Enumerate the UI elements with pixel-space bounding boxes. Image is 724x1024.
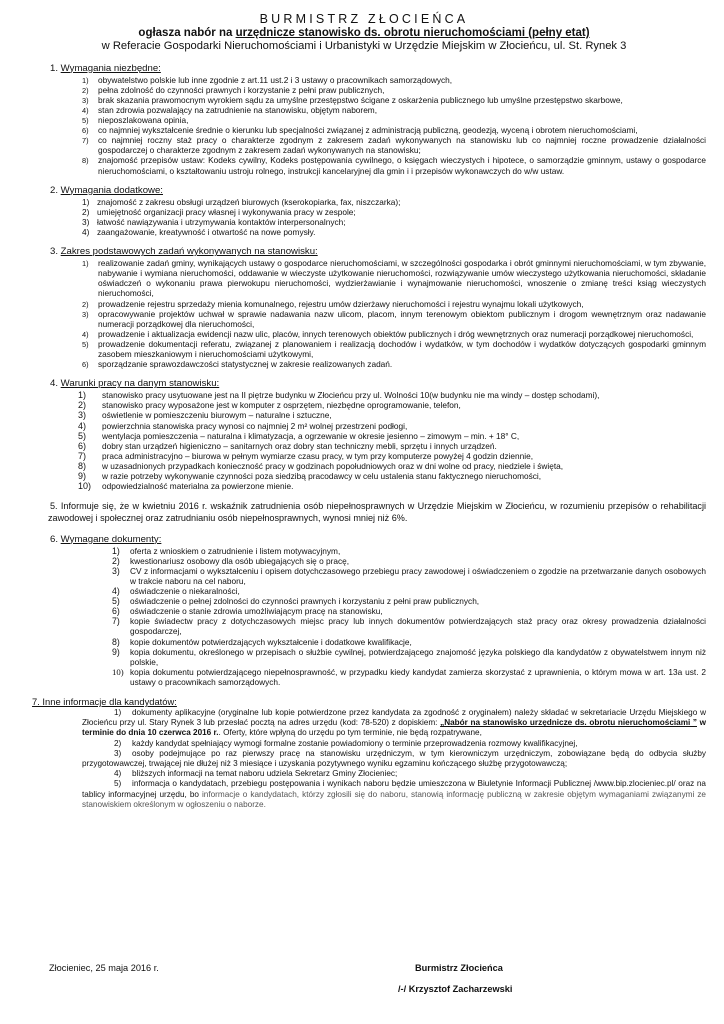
section-number: 2. (50, 184, 61, 196)
item-number: 10) (112, 666, 124, 677)
list-item (22, 471, 706, 481)
item-text: CV z informacjami o wykształceniu i opisem dotychczasowego przebiegu pracy zawodowej i oświadczeniem o zgodzie na przetwarzanie danych osobowych w trakcie naboru na cel naboru, (130, 565, 706, 586)
item-text: łatwość nawiązywania i utrzymywania kontaktów interpersonalnych; (97, 216, 346, 227)
list-item (22, 451, 706, 461)
list-item (22, 616, 706, 636)
submission-label: „Nabór na stanowisko urzędnicze ds. obrotu nieruchomościami ” (440, 718, 697, 728)
list-item (22, 596, 706, 606)
list-item (22, 125, 706, 135)
item-number: 9) (112, 646, 120, 657)
section-title: Wymagania dodatkowe: (60, 184, 163, 196)
item-text: oświetlenie w pomieszczeniu biurowym – naturalne i sztuczne, (102, 410, 332, 421)
item-text: prowadzenie i aktualizacja ewidencji nazw ulic, placów, innych terenowych obiektów publicznych i dróg wewnętrznych oraz numeracji porządkowej nieruchomości, (98, 328, 694, 339)
signature-name: /-/ Krzysztof Zacharzewski (398, 984, 513, 994)
list-item (22, 227, 706, 237)
section-number: 3. (50, 246, 61, 258)
item-text: osoby podejmujące po raz pierwszy pracę na stanowisku urzędniczym, w tym kierowniczym urzędniczym, zobowiązane będą do odbycia służby przygotowawczej, trwającej nie dłużej niż 3 miesiące i uzyskania pozytywnego wyniku egzaminu kończącego służbę przygotowawczą; (82, 748, 706, 768)
requirements-list (22, 75, 706, 176)
item-number: 2) (112, 555, 120, 566)
list-item (22, 546, 706, 556)
list-item (22, 105, 706, 115)
list-item (22, 207, 706, 217)
other-info-item (22, 708, 706, 739)
item-text: w uzasadnionych przypadkach konieczność pracy w godzinach popołudniowych oraz w dni wolne od pracy, niedziele i święta, (102, 461, 564, 472)
item-number: 3) (112, 565, 120, 576)
duties-list (22, 258, 706, 369)
item-text: bliższych informacji na temat naboru udziela Sekretarz Gminy Złocieniec; (132, 769, 398, 779)
item-text: każdy kandydat spełniający wymogi formalne zostanie powiadomiony o terminie przeprowadzenia rozmowy kwalifikacyjnej, (132, 738, 578, 748)
item-number: 1) (78, 390, 87, 401)
section-number: 6. (50, 533, 61, 545)
item-text: oferta z wnioskiem o zatrudnienie i listem motywacyjnym, (130, 545, 341, 556)
section-number: 4. (50, 378, 61, 390)
item-number: 8) (82, 156, 89, 166)
section-title: Warunki pracy na danym stanowisku: (60, 378, 220, 390)
list-item (22, 556, 706, 566)
list-item (22, 667, 706, 687)
item-number: 5) (82, 339, 89, 349)
list-item (22, 95, 706, 105)
item-number: 2) (82, 206, 90, 217)
item-text: kopie dokumentów potwierdzających wykształcenie i dodatkowe kwalifikacje, (130, 636, 412, 647)
item-text: nieposzlakowana opinia, (98, 114, 189, 125)
other-info-item (22, 769, 706, 779)
list-item (22, 586, 706, 596)
item-text: obywatelstwo polskie lub inne zgodnie z art.11 ust.2 i 3 ustawy o pracownikach samorządowych, (98, 74, 453, 85)
section-duties (22, 246, 706, 369)
announcement-intro: ogłasza nabór na (138, 26, 236, 39)
item-text: umiejętność organizacji pracy własnej i wykonywania pracy w zespole; (97, 206, 356, 217)
section-heading (22, 378, 706, 389)
issuer-title: BURMISTRZ ZŁOCIEŃCA (259, 12, 469, 26)
item-number: 4) (82, 105, 89, 115)
item-number: 7) (82, 136, 89, 146)
item-number: 8) (112, 636, 120, 647)
item-text: co najmniej roczny staż pracy o charakterze zgodnym z zakresem zadań wykonywanych na stanowisku lub co najmniej roczne prowadzenie działalności gospodarczej o charakterze zgodnym z zakresem zadań wykonywanych na stanowisku; (98, 135, 706, 156)
list-item (22, 481, 706, 491)
item-text: kopia dokumentu, określonego w przepisach o służbie cywilnej, potwierdzającego znajomość języka polskiego dla kandydatów z obywatelstwem innym niż polskie, (130, 646, 706, 667)
item-number: 6) (82, 360, 89, 370)
other-info-item (22, 779, 706, 810)
section-other-info (22, 696, 706, 810)
section-heading (22, 246, 706, 257)
item-text: oświadczenie o pełnej zdolności do czynności prawnych i korzystaniu z pełni praw publicznych, (130, 596, 480, 607)
list-item (22, 217, 706, 227)
item-number: 2) (82, 299, 89, 309)
list-item (22, 309, 706, 329)
section-title: 7. Inne informacje dla kandydatów: (32, 696, 177, 708)
item-number: 2) (78, 400, 87, 411)
item-text: oświadczenie o stanie zdrowia umożliwiającym pracę na stanowisku, (130, 606, 383, 617)
list-item (22, 637, 706, 647)
item-text: znajomość przepisów ustaw: Kodeks cywilny, Kodeks postępowania cywilnego, o księgach wieczystych i hipotece, o samorządzie gminnym, ustawy o gospodarce nieruchomościami, o kształtowaniu ustroju rolnego, instrukcji kancelaryjnej dla gmin i i przepisów wykonawczych do w/w ustaw. (98, 155, 706, 176)
item-text: co najmniej wykształcenie średnie o kierunku lub specjalności związanej z administracją publiczną, geodezją, wyceną i obrotem nieruchomościami, (98, 125, 638, 136)
employment-indicator-paragraph: 5. Informuje się, że w kwietniu 2016 r. wskaźnik zatrudnienia osób niepełnosprawnych w Urzędzie Miejskim w Złocieńcu, w rozumieniu przepisów o rehabilitacji zawodowej i społecznej oraz zatrudnianiu osób niepełnosprawnych, wynosi mniej niż 6%. (48, 501, 706, 523)
conditions-list (22, 390, 706, 491)
item-text: stanowisko pracy usytuowane jest na II piętrze budynku w Złocieńcu przy ul. Wolności 10(w budynku nie ma windy – dostęp schodami), (102, 390, 600, 401)
item-text: prowadzenie rejestru sprzedaży mienia komunalnego, rejestru umów dzierżawy nieruchomości i rejestru wynajmu lokali użytkowych, (98, 298, 584, 309)
additional-list (22, 197, 706, 237)
item-number: 3) (78, 410, 87, 421)
section-conditions (22, 378, 706, 491)
item-number: 1) (112, 545, 120, 556)
item-text: dokumenty aplikacyjne (oryginalne lub kopie potwierdzone przez kandydata za zgodność z oryginałem) należy składać w sekretariacie Urzędu Miejskiego w Złocieńcu przy ul. Stary Rynek 3 lub przesłać pocztą na adres urzędu (kod: 78-520) z dopiskiem: (82, 708, 706, 728)
item-number: 7) (112, 616, 120, 627)
item-number: 1) (82, 196, 90, 207)
list-item (22, 390, 706, 400)
list-item (22, 606, 706, 616)
item-number: 4) (78, 420, 87, 431)
list-item (22, 400, 706, 410)
item-text: praca administracyjno – biurowa w pełnym wymiarze czasu pracy, w tym przy komputerze powyżej 4 godzin dziennie, (102, 450, 534, 461)
list-item (22, 461, 706, 471)
list-item (22, 115, 706, 125)
item-text: stanowisko pracy wyposażone jest w komputer z osprzętem, niezbędne oprogramowanie, telefon, (102, 400, 461, 411)
item-text: realizowanie zadań gminy, wynikających ustawy o gospodarce nieruchomościami, w szczególności gospodarka i obrót gminnymi nieruchomościami, w tym zbywanie, nabywanie i wymiana nieruchomości, oddawanie w wieczyste użytkowanie nieruchomości, rozwiązywanie umów wieczystego użytkowania nieruchomości, składanie oświadczeń o wykonaniu prawa pierwokupu nieruchomości, wydzierżawianie i wynajmowanie nieruchomości, wnoszenie o zmianę treści ksiąg wieczystych nieruchomości, (98, 258, 706, 299)
deadline: w terminie do dnia 10 czerwca 2016 r. (82, 718, 707, 738)
item-text: powierzchnia stanowiska pracy wynosi co najmniej 2 m² wolnej przestrzeni podłogi, (102, 420, 408, 431)
department-line: w Referacie Gospodarki Nieruchomościami i Urbanistyki w Urzędzie Miejskim w Złocieńcu, ul. St. Rynek 3 (101, 40, 627, 53)
item-number: 5) (82, 115, 89, 125)
item-text: . Oferty, które wpłyną do urzędu po tym terminie, nie będą rozpatrywane, (218, 728, 482, 738)
item-text: opracowywanie projektów uchwał w sprawie nadawania nazw ulicom, placom, innym terenowym obiektom publicznym i drogom wewnętrznym oraz nadawanie numeracji porządkowej dla nieruchomości, (98, 308, 706, 329)
item-text: kopia dokumentu potwierdzającego niepełnosprawność, w przypadku kiedy kandydat zamierza skorzystać z uprawnienia, o którym mowa w art. 13a ust. 2 ustawy o pracownikach samorządowych. (130, 666, 706, 688)
list-item (22, 339, 706, 359)
section-documents (22, 534, 706, 688)
list-item (22, 647, 706, 667)
item-number: 2) (114, 738, 122, 748)
section-heading (22, 534, 706, 545)
list-item (22, 421, 706, 431)
item-number: 2) (82, 85, 89, 95)
item-number: 3) (114, 748, 122, 758)
item-number: 4) (82, 329, 89, 339)
item-text: dobry stan urządzeń higieniczno – sanitarnych oraz dobry stan techniczny mebli, sprzętu i innych urządzeń. (102, 440, 497, 451)
list-item (22, 359, 706, 369)
item-number: 4) (82, 226, 90, 237)
list-item (22, 197, 706, 207)
item-text: znajomość z zakresu obsługi urządzeń biurowych (kserokopiarka, fax, niszczarka); (97, 196, 401, 207)
section-title: Wymagania niezbędne: (60, 62, 161, 74)
item-number: 7) (78, 450, 87, 461)
list-item (22, 410, 706, 420)
item-text: sporządzanie sprawozdawczości statystycznej w zakresie realizowanych zadań. (98, 359, 393, 370)
item-text-gray: informacje o kandydatach, którzy zgłosili się do naboru, stanowią informację publiczną w zakresie objętym wymaganiami związanymi ze stanowiskiem określonym w ogłoszeniu o naborze. (82, 789, 706, 809)
item-text: stan zdrowia pozwalający na zatrudnienie na stanowisku, objętym naborem, (98, 104, 378, 115)
list-item (22, 258, 706, 298)
item-number: 5) (78, 430, 87, 441)
item-number: 4) (114, 769, 122, 779)
documents-list (22, 546, 706, 688)
item-number: 4) (112, 586, 120, 597)
item-text: oświadczenie o niekaralności, (130, 586, 240, 597)
position-name: urzędnicze stanowisko ds. obrotu nieruchomościami (pełny etat) (235, 26, 590, 39)
item-text: w razie potrzeby wykonywanie czynności poza siedzibą pracodawcy w celu ustalenia stanu faktycznego nieruchomości, (102, 471, 542, 482)
list-item (22, 431, 706, 441)
item-number: 1) (82, 259, 89, 269)
item-text: wentylacja pomieszczenia – naturalna i klimatyzacja, a ogrzewanie w okresie jesienno – zimowym – min. + 18° C, (102, 430, 520, 441)
list-item (22, 85, 706, 95)
section-heading (22, 696, 706, 707)
item-number: 3) (82, 95, 89, 105)
item-text: informacja o kandydatach, przebiegu postępowania i wynikach naboru będzie umieszczona w Biuletynie Informacji Publicznej /www.bip.zlocieniec.pl/ oraz na tablicy informacyjnej urzędu, bo (82, 779, 706, 799)
item-number: 5) (114, 779, 122, 789)
item-number: 9) (78, 471, 87, 482)
announcement-line (22, 27, 706, 41)
section-title: Zakres podstawowych zadań wykonywanych na stanowisku: (60, 246, 318, 258)
other-info-item (22, 739, 706, 749)
item-number: 1) (82, 75, 89, 85)
item-number: 10) (78, 481, 92, 492)
item-text: pełna zdolność do czynności prawnych i korzystanie z pełni praw publicznych, (98, 84, 385, 95)
list-item (22, 299, 706, 309)
section-heading (22, 63, 706, 74)
header (22, 12, 706, 54)
section-additional (22, 185, 706, 237)
item-number: 6) (78, 440, 87, 451)
item-text: kwestionariusz osobowy dla osób ubiegających się o pracę, (130, 555, 350, 566)
item-number: 6) (82, 126, 89, 136)
list-item (22, 75, 706, 85)
list-item (22, 441, 706, 451)
section-title: Wymagane dokumenty: (60, 533, 162, 545)
item-number: 5) (112, 596, 120, 607)
item-text: prowadzenie dokumentacji referatu, związanej z planowaniem i realizacją dochodów i wydatków, w tym dochodów i wydatków dotyczących gospodarki gminnym zasobem mieszkaniowym i nieruchomościami użytkowymi, (98, 338, 706, 360)
section-number: 1. (50, 62, 61, 74)
list-item (22, 135, 706, 155)
list-item (22, 155, 706, 175)
item-number: 3) (82, 216, 90, 227)
item-number: 6) (112, 606, 120, 617)
item-text: brak skazania prawomocnym wyrokiem sądu za umyślne przestępstwo ścigane z oskarżenia publicznego lub umyślne przestępstwo skarbowe, (98, 94, 623, 105)
section-heading (22, 185, 706, 196)
list-item (22, 329, 706, 339)
list-item (22, 566, 706, 586)
item-text: zaangażowanie, kreatywność i otwartość na nowe pomysły. (97, 226, 316, 237)
section-requirements (22, 63, 706, 176)
item-number: 3) (82, 309, 89, 319)
item-number: 8) (78, 461, 87, 472)
document-date: Złocieniec, 25 maja 2016 r. (49, 963, 159, 973)
item-text: odpowiedzialność materialna za powierzone mienie. (102, 481, 294, 492)
other-info-item (22, 749, 706, 769)
signature-title: Burmistrz Złocieńca (415, 963, 503, 973)
item-text: kopie świadectw pracy z dotychczasowych miejsc pracy lub innych dokumentów potwierdzających staż pracy oraz okresy prowadzenia działalności gospodarczej, (130, 616, 706, 637)
item-number: 1) (114, 708, 122, 718)
